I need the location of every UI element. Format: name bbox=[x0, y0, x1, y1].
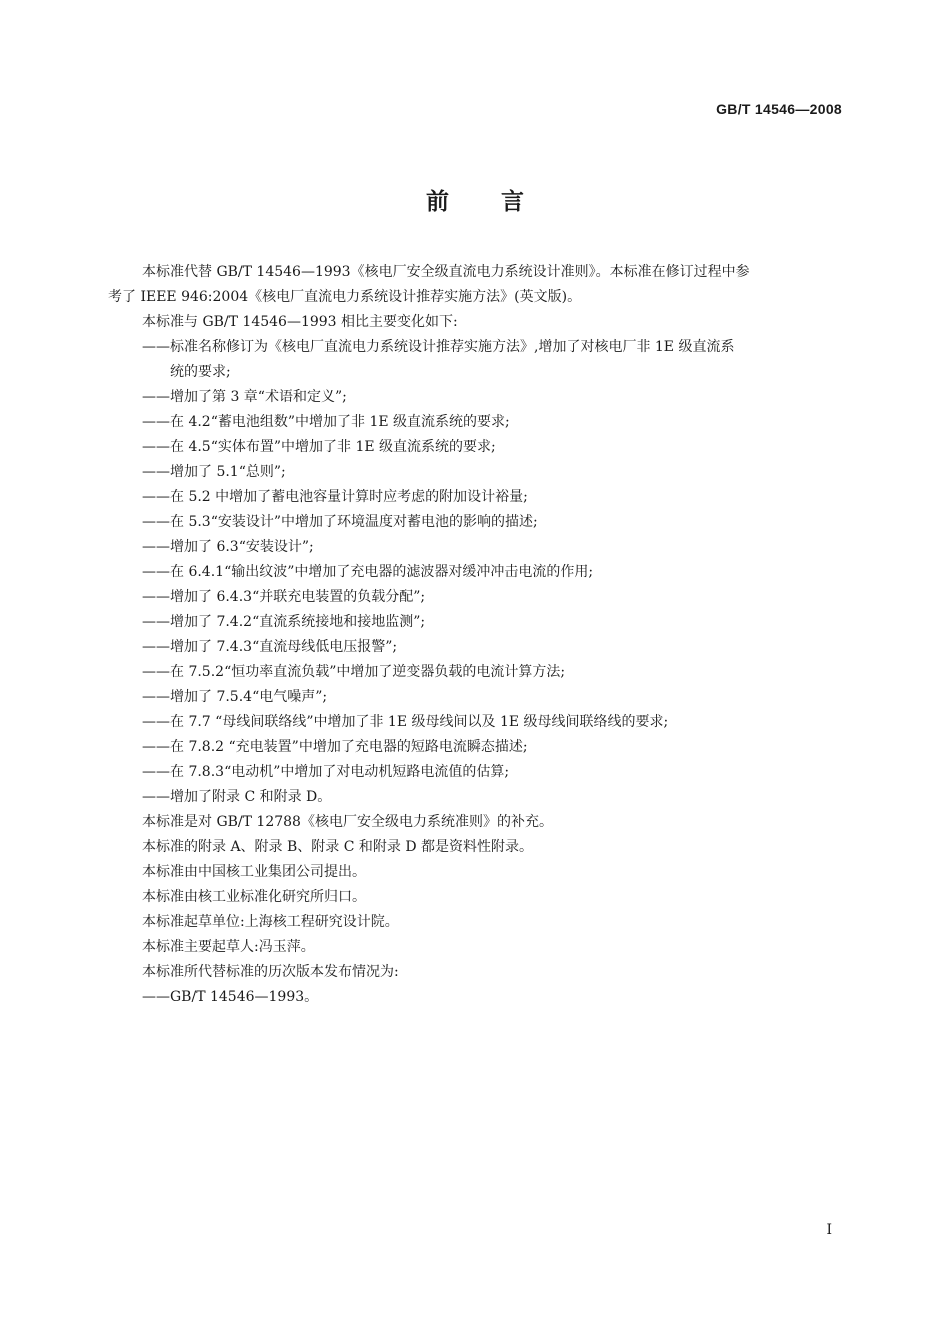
change-item: ——增加了 6.3“安装设计”; bbox=[142, 539, 314, 555]
page-number: I bbox=[826, 1222, 832, 1238]
preface-body bbox=[108, 260, 844, 1010]
change-item: ——增加了附录 C 和附录 D。 bbox=[142, 789, 332, 805]
change-item: ——增加了 5.1“总则”; bbox=[142, 464, 286, 480]
change-item: ——在 7.8.2 “充电装置”中增加了充电器的短路电流瞬态描述; bbox=[142, 739, 528, 755]
drafters-statement: 本标准主要起草人:冯玉萍。 bbox=[142, 939, 315, 955]
change-item-text: ——标准名称修订为《核电厂直流电力系统设计推荐实施方法》,增加了对核电厂非 1E 级直流系 bbox=[142, 339, 735, 355]
change-item: ——在 6.4.1“输出纹波”中增加了充电器的滤波器对缓冲冲击电流的作用; bbox=[142, 564, 594, 580]
change-item: ——在 4.5“实体布置”中增加了非 1E 级直流系统的要求; bbox=[142, 439, 496, 455]
annex-statement: 本标准的附录 A、附录 B、附录 C 和附录 D 都是资料性附录。 bbox=[142, 839, 534, 855]
drafting-unit-statement: 本标准起草单位:上海核工程研究设计院。 bbox=[142, 914, 399, 930]
change-item: ——在 7.5.2“恒功率直流负载”中增加了逆变器负载的电流计算方法; bbox=[142, 664, 566, 680]
history-item: ——GB/T 14546—1993。 bbox=[142, 989, 319, 1005]
change-item: ——在 7.8.3“电动机”中增加了对电动机短路电流值的估算; bbox=[142, 764, 510, 780]
changes-intro: 本标准与 GB/T 14546—1993 相比主要变化如下: bbox=[142, 314, 458, 330]
change-item: ——增加了 7.4.3“直流母线低电压报警”; bbox=[142, 639, 398, 655]
change-item: ——增加了 7.5.4“电气噪声”; bbox=[142, 689, 328, 705]
proposer-statement: 本标准由中国核工业集团公司提出。 bbox=[142, 864, 366, 880]
change-item: ——增加了第 3 章“术语和定义”; bbox=[142, 389, 347, 405]
history-intro: 本标准所代替标准的历次版本发布情况为: bbox=[142, 964, 399, 980]
change-item: ——在 7.7 “母线间联络线”中增加了非 1E 级母线间以及 1E 级母线间联络线的要求; bbox=[142, 714, 669, 730]
change-item bbox=[108, 335, 844, 385]
intro-line-1: 本标准代替 GB/T 14546—1993《核电厂安全级直流电力系统设计准则》。本标准在修订过程中参 bbox=[142, 264, 750, 280]
change-item: ——在 5.3“安装设计”中增加了环境温度对蓄电池的影响的描述; bbox=[142, 514, 538, 530]
supplement-statement: 本标准是对 GB/T 12788《核电厂安全级电力系统准则》的补充。 bbox=[142, 814, 553, 830]
change-item: ——增加了 6.4.3“并联充电装置的负载分配”; bbox=[142, 589, 426, 605]
standard-code: GB/T 14546—2008 bbox=[716, 101, 842, 117]
intro-line-2: 考了 IEEE 946:2004《核电厂直流电力系统设计推荐实施方法》(英文版)。 bbox=[108, 289, 582, 305]
page-title: 前言 bbox=[426, 189, 576, 215]
administrator-statement: 本标准由核工业标准化研究所归口。 bbox=[142, 889, 366, 905]
change-item: ——增加了 7.4.2“直流系统接地和接地监测”; bbox=[142, 614, 426, 630]
change-item: ——在 5.2 中增加了蓄电池容量计算时应考虑的附加设计裕量; bbox=[142, 489, 528, 505]
change-item: ——在 4.2“蓄电池组数”中增加了非 1E 级直流系统的要求; bbox=[142, 414, 510, 430]
intro-paragraph bbox=[108, 260, 844, 310]
change-item-continuation: 统的要求; bbox=[170, 364, 231, 380]
